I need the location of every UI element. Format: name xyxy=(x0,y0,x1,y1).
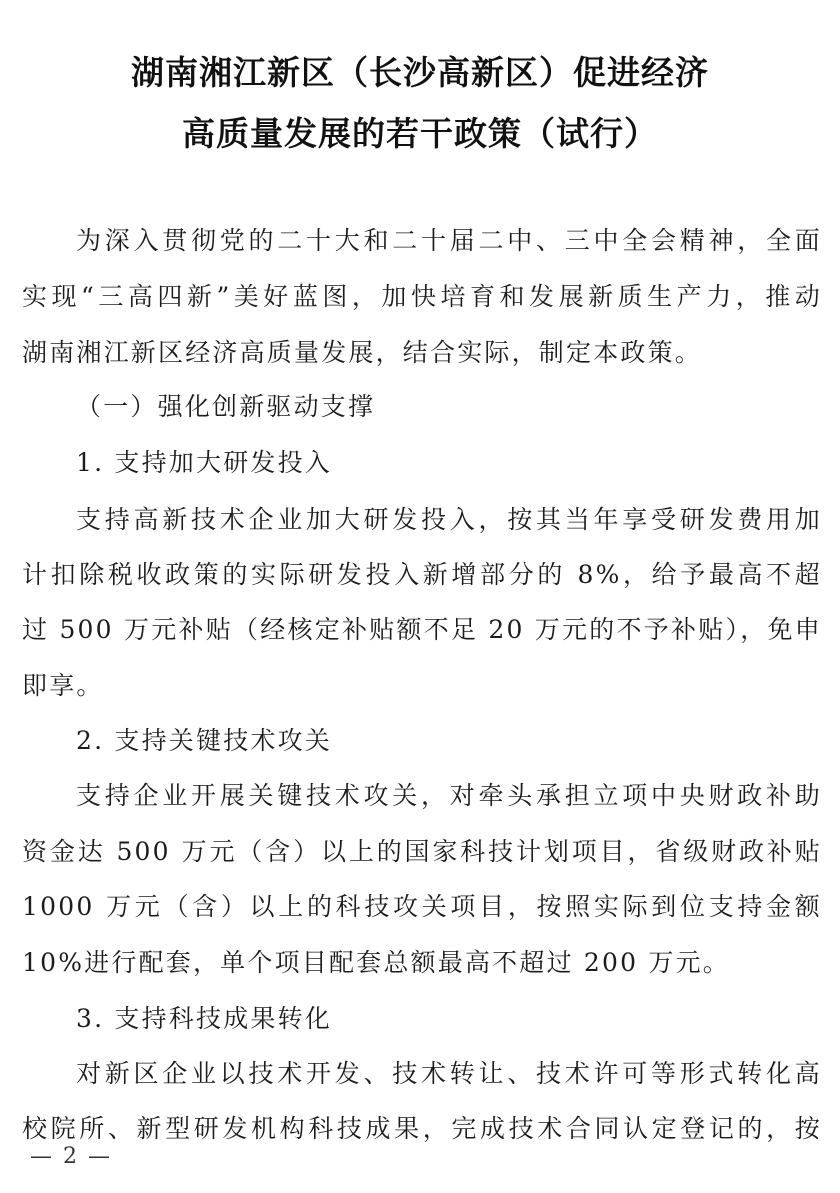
item-1-line-2: 计扣除税收政策的实际研发投入新增部分的 8%，给予最高不超 xyxy=(22,560,822,589)
section-heading-1: （一）强化创新驱动支撑 xyxy=(76,392,376,421)
item-2-line-1: 支持企业开展关键技术攻关，对牵头承担立项中央财政补助 xyxy=(76,781,822,810)
intro-line-3: 湖南湘江新区经济高质量发展，结合实际，制定本政策。 xyxy=(22,338,703,367)
intro-line-1: 为深入贯彻党的二十大和二十届二中、三中全会精神，全面 xyxy=(76,226,822,255)
intro-line-2: 实现“三高四新”美好蓝图，加快培育和发展新质生产力，推动 xyxy=(22,282,822,311)
item-1-line-3: 过 500 万元补贴（经核定补贴额不足 20 万元的不予补贴），免申 xyxy=(22,615,822,644)
item-1-line-1: 支持高新技术企业加大研发投入，按其当年享受研发费用加 xyxy=(76,505,822,534)
item-3-line-2: 校院所、新型研发机构科技成果，完成技术合同认定登记的，按 xyxy=(22,1114,822,1143)
document-title-line-2: 高质量发展的若干政策（试行） xyxy=(182,114,658,153)
item-2-line-2: 资金达 500 万元（含）以上的国家科技计划项目，省级财政补贴 xyxy=(22,837,822,866)
item-heading-1: 1. 支持加大研发投入 xyxy=(76,448,332,477)
item-2-line-3: 1000 万元（含）以上的科技攻关项目，按照实际到位支持金额 xyxy=(22,892,822,921)
item-1-line-4: 即享。 xyxy=(22,671,104,700)
document-title-line-1: 湖南湘江新区（长沙高新区）促进经济 xyxy=(131,53,709,92)
item-3-line-1: 对新区企业以技术开发、技术转让、技术许可等形式转化高 xyxy=(76,1059,822,1088)
item-heading-3: 3. 支持科技成果转化 xyxy=(76,1004,332,1033)
item-2-line-4: 10%进行配套，单个项目配套总额最高不超过 200 万元。 xyxy=(22,948,730,977)
page-number: — 2 — xyxy=(30,1144,112,1169)
item-heading-2: 2. 支持关键技术攻关 xyxy=(76,726,332,755)
